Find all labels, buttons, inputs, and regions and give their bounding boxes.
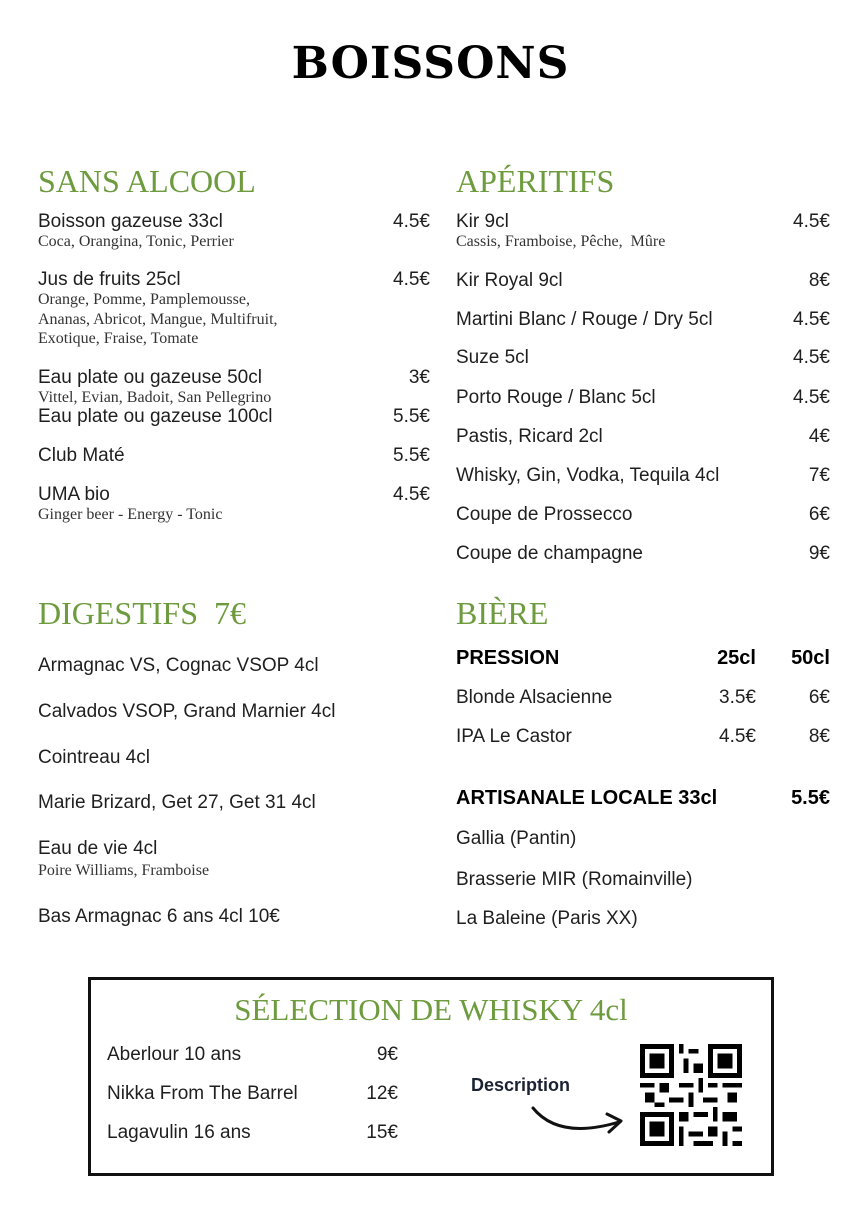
item-name: Eau de vie 4cl: [38, 838, 158, 859]
item-name: Pastis, Ricard 2cl: [456, 426, 603, 447]
pression-label: PRESSION: [456, 647, 560, 669]
item-name: Marie Brizard, Get 27, Get 31 4cl: [38, 792, 316, 813]
item-price: 4.5€: [793, 211, 830, 232]
section-heading-digestifs: DIGESTIFS 7€: [38, 595, 247, 631]
item-name: Whisky, Gin, Vodka, Tequila 4cl: [456, 465, 720, 486]
item-price: 4.5€: [393, 211, 430, 232]
item-price: 4.5€: [793, 309, 830, 330]
item-price: 8€: [808, 270, 830, 291]
artisanale-price: 5.5€: [791, 787, 830, 809]
item-name: Armagnac VS, Cognac VSOP 4cl: [38, 655, 319, 676]
pression-col-50cl: 50cl: [791, 647, 830, 669]
item-price: 9€: [376, 1044, 398, 1065]
item-price: 9€: [808, 543, 830, 564]
description-label: Description: [471, 1075, 571, 1095]
item-price-50cl: 6€: [808, 687, 830, 708]
section-heading-biere: BIÈRE: [456, 595, 549, 631]
item-price: 5.5€: [393, 406, 430, 427]
item-name: Coupe de champagne: [456, 543, 643, 564]
item-price: 6€: [808, 504, 830, 525]
item-price-25cl: 3.5€: [719, 687, 756, 708]
item-name: Jus de fruits 25cl: [38, 269, 181, 290]
item-description: Vittel, Evian, Badoit, San Pellegrino: [38, 389, 272, 406]
item-name: Suze 5cl: [456, 347, 529, 368]
item-description: Orange, Pomme, Pamplemousse, Ananas, Abricot, Mangue, Multifruit, Exotique, Fraise, Tomate: [38, 291, 278, 347]
item-name: Brasserie MIR (Romainville): [456, 869, 693, 890]
section-heading-aperitifs: APÉRITIFS: [456, 163, 615, 199]
item-description: Poire Williams, Framboise: [38, 862, 210, 879]
item-price: 4.5€: [393, 484, 430, 505]
item-name: Cointreau 4cl: [38, 747, 150, 768]
item-price: 15€: [366, 1122, 398, 1143]
item-description: Cassis, Framboise, Pêche, Mûre: [456, 233, 666, 250]
item-name: Kir 9cl: [456, 211, 509, 232]
item-price: 4.5€: [793, 347, 830, 368]
item-name: Lagavulin 16 ans: [107, 1122, 251, 1143]
item-name: La Baleine (Paris XX): [456, 908, 638, 929]
page-title: BOISSONS: [291, 38, 570, 89]
item-name: Martini Blanc / Rouge / Dry 5cl: [456, 309, 713, 330]
section-heading-sans-alcool: SANS ALCOOL: [38, 163, 256, 199]
item-name: Coupe de Prossecco: [456, 504, 633, 525]
item-price: 4.5€: [393, 269, 430, 290]
item-price: 7€: [808, 465, 830, 486]
item-name: Club Maté: [38, 445, 125, 466]
item-price: 12€: [366, 1083, 398, 1104]
item-description: Coca, Orangina, Tonic, Perrier: [38, 233, 234, 250]
item-price-25cl: 4.5€: [719, 726, 756, 747]
item-name: Kir Royal 9cl: [456, 270, 563, 291]
item-name: Nikka From The Barrel: [107, 1083, 298, 1104]
item-price: 3€: [408, 367, 430, 388]
item-price-50cl: 8€: [808, 726, 830, 747]
item-name: IPA Le Castor: [456, 726, 572, 747]
item-name: Porto Rouge / Blanc 5cl: [456, 387, 656, 408]
item-price: 4€: [808, 426, 830, 447]
item-name: Eau plate ou gazeuse 50cl: [38, 367, 262, 388]
whisky-selection-box: [88, 977, 774, 1176]
item-name: Gallia (Pantin): [456, 828, 577, 849]
item-description: Ginger beer - Energy - Tonic: [38, 506, 223, 523]
item-price: 5.5€: [393, 445, 430, 466]
curved-arrow-icon: [529, 1100, 629, 1140]
item-name: Eau plate ou gazeuse 100cl: [38, 406, 273, 427]
section-heading-whisky: SÉLECTION DE WHISKY 4cl: [234, 992, 628, 1027]
item-name: Blonde Alsacienne: [456, 687, 613, 708]
item-name: UMA bio: [38, 484, 110, 505]
item-price: 4.5€: [793, 387, 830, 408]
qr-code-icon[interactable]: [640, 1044, 742, 1146]
item-name: Boisson gazeuse 33cl: [38, 211, 223, 232]
item-name: Aberlour 10 ans: [107, 1044, 242, 1065]
item-name: Bas Armagnac 6 ans 4cl 10€: [38, 906, 280, 927]
pression-col-25cl: 25cl: [717, 647, 756, 669]
artisanale-label: ARTISANALE LOCALE 33cl: [456, 787, 718, 809]
item-name: Calvados VSOP, Grand Marnier 4cl: [38, 701, 336, 722]
